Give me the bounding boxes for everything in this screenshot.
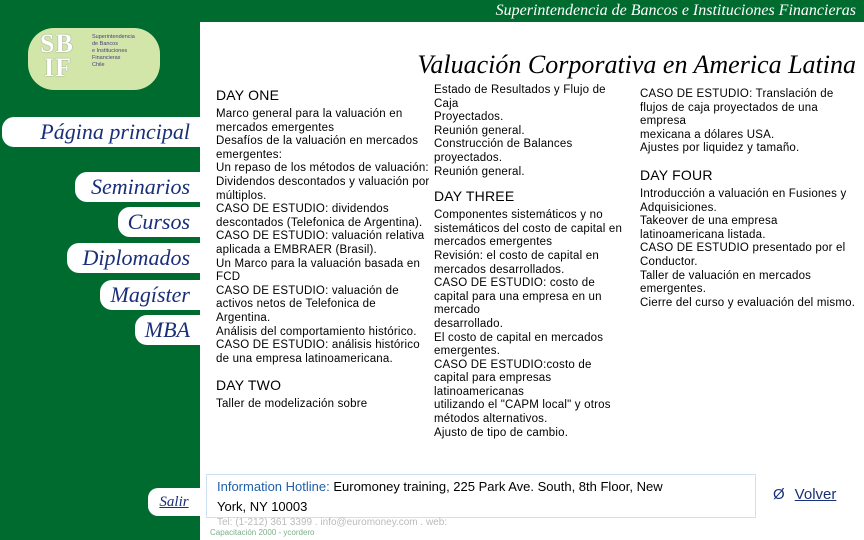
information-hotline-box: [206, 474, 756, 528]
logo-mark-line1: SB: [40, 29, 74, 58]
nav-cursos[interactable]: Cursos: [118, 207, 200, 237]
list-item: Ajusto de tipo de cambio.: [434, 426, 569, 439]
logo-text-line: e Instituciones: [92, 48, 128, 54]
nav-seminarios[interactable]: Seminarios: [75, 172, 200, 202]
logo-text-line: Superintendencia: [92, 34, 135, 40]
nav-mba[interactable]: MBA: [135, 315, 200, 345]
list-item: CASO DE ESTUDIO: costo de capital para una empresa en un mercado: [434, 277, 602, 317]
nav-pagina-principal[interactable]: Página principal: [2, 117, 200, 147]
list-item: Proyectados.: [434, 111, 504, 124]
list-item: CASO DE ESTUDIO: valuación de activos netos de Telefonica de Argentina.: [216, 284, 399, 324]
list-item: Dividendos descontados y valuación por múltiplos.: [216, 175, 430, 202]
salir-link[interactable]: Salir: [148, 488, 200, 516]
info-address: Euromoney training, 225 Park Ave. South, 8th Floor, New: [329, 479, 663, 494]
list-item: mexicana a dólares USA.: [640, 128, 775, 141]
list-item: CASO DE ESTUDIO: análisis histórico de una empresa latinoamericana.: [216, 339, 420, 365]
list-item: Reunión general.: [434, 165, 525, 178]
list-item: Taller de modelización sobre: [216, 398, 368, 411]
list-item: CASO DE ESTUDIO presentado por el Conductor.: [640, 242, 846, 268]
day-three-heading: DAY THREE: [434, 188, 515, 205]
list-item: Desafíos de la valuación en mercados emergentes:: [216, 135, 419, 161]
day-four-heading: DAY FOUR: [640, 166, 713, 183]
nav-diplomados[interactable]: Diplomados: [67, 243, 200, 273]
list-item: Introducción a valuación en Fusiones y Adquisiciones.: [640, 187, 847, 214]
list-item: Estado de Resultados y Flujo de Caja: [434, 84, 606, 110]
page-title: Valuación Corporativa en America Latina: [417, 50, 856, 79]
info-label: Information Hotline:: [217, 479, 330, 494]
logo-text: [92, 34, 135, 69]
top-banner: [200, 0, 864, 22]
arrow-right-icon: Ø: [773, 486, 785, 503]
list-item: Componentes sistemáticos y no sistemáticos del costo de capital en mercados emergentes: [434, 209, 623, 249]
footer-note: Capacitación 2000 - ycordero: [210, 528, 315, 537]
list-item: CASO DE ESTUDIO: valuación relativa aplicada a EMBRAER (Brasil).: [216, 230, 425, 256]
logo-text-line: Financieras: [92, 55, 121, 61]
list-item: Análisis del comportamiento histórico.: [216, 325, 417, 338]
list-item: Takeover de una empresa latinoamericana listada.: [640, 215, 778, 241]
info-line-3: Tel: (1-212) 361 3399 . info@euromoney.com . web:: [217, 517, 448, 528]
list-item: utilizando el "CAPM local" y otros métodos alternativos.: [434, 399, 611, 426]
logo-mark: [40, 29, 74, 82]
logo-text-line: de Bancos: [92, 41, 118, 47]
volver-label[interactable]: Volver: [794, 486, 837, 503]
logo-text-line: Chile: [92, 62, 105, 68]
list-item: Marco general para la valuación en mercados emergentes: [216, 108, 403, 134]
list-item: Construcción de Balances proyectados.: [434, 138, 573, 164]
list-item: Cierre del curso y evaluación del mismo.: [640, 296, 856, 309]
info-line-1: [217, 477, 745, 497]
list-item: Ajustes por liquidez y tamaño.: [640, 142, 800, 155]
list-item: CASO DE ESTUDIO:costo de capital para empresas latinoamericanas: [434, 358, 592, 398]
list-item: Taller de valuación en mercados emergentes.: [640, 269, 812, 296]
content-column-1: [216, 86, 430, 412]
list-item: CASO DE ESTUDIO: dividendos descontados (Telefonica de Argentina).: [216, 203, 423, 229]
day-one-heading: DAY ONE: [216, 87, 280, 103]
left-sidebar: [0, 0, 200, 540]
list-item: desarrollado.: [434, 317, 504, 330]
list-item: CASO DE ESTUDIO: Translación de flujos de caja proyectados de una empresa: [640, 88, 834, 128]
sbif-logo: [28, 28, 160, 90]
list-item: El costo de capital en mercados emergentes.: [434, 331, 604, 358]
list-item: Reunión general.: [434, 124, 525, 137]
content-column-2: [434, 84, 628, 440]
volver-link[interactable]: [773, 486, 836, 503]
institution-name: Superintendencia de Bancos e Instituciones Financieras: [495, 2, 856, 19]
day-two-heading: DAY TWO: [216, 377, 282, 394]
info-line-2: York, NY 10003: [217, 499, 308, 514]
list-item: Un Marco para la valuación basada en FCD: [216, 257, 421, 284]
nav-magister[interactable]: Magíster: [100, 280, 200, 310]
content-column-3: [640, 88, 858, 310]
logo-mark-line2: IF: [44, 53, 72, 82]
list-item: Un repaso de los métodos de valuación:: [216, 162, 429, 175]
list-item: Revisión: el costo de capital en mercados desarrollados.: [434, 249, 599, 276]
